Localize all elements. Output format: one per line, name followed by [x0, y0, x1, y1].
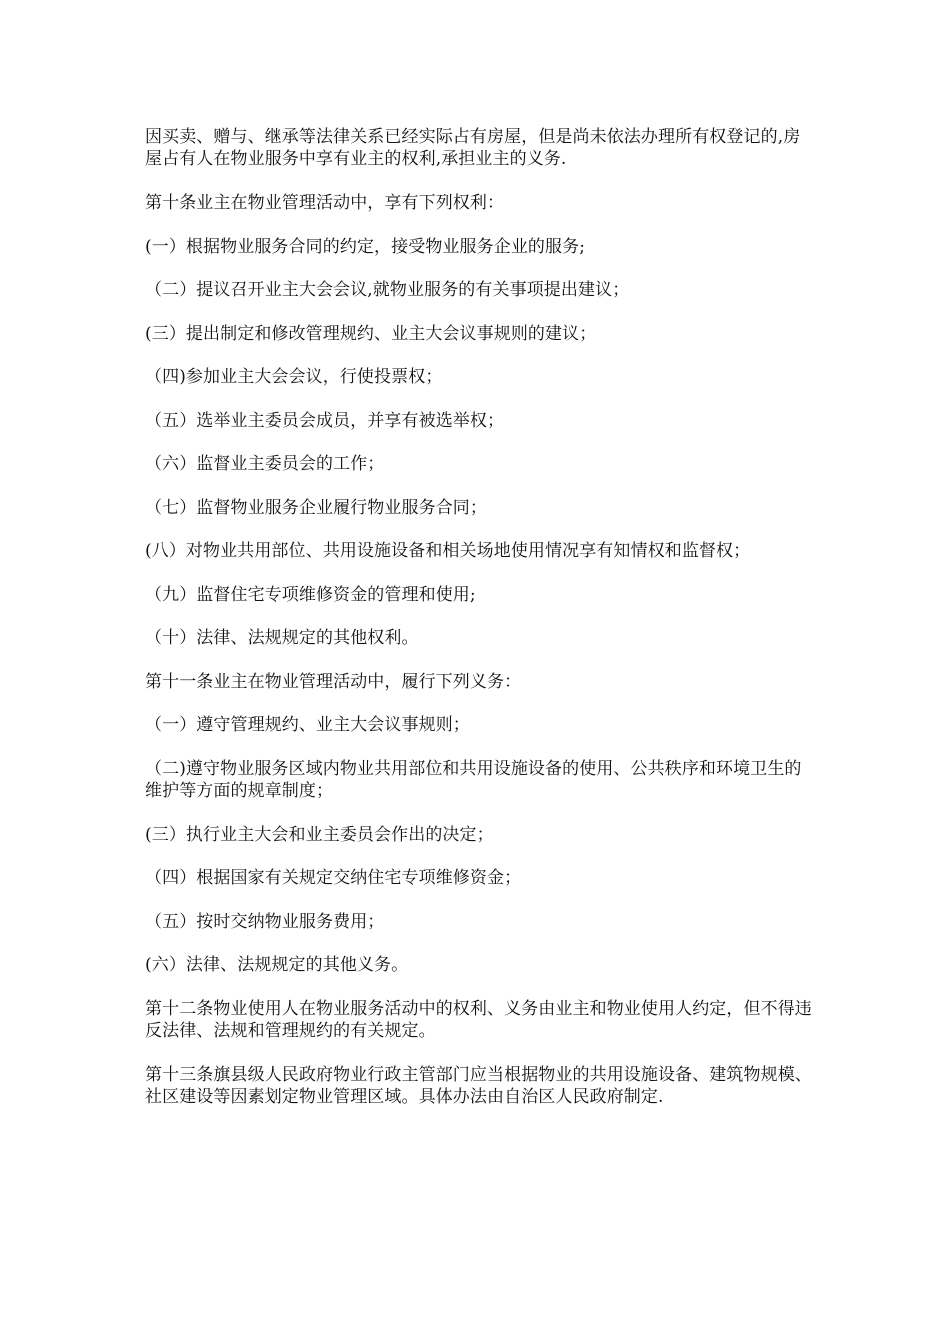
right-item-10: （十）法律、法规规定的其他权利。: [145, 628, 419, 648]
right-item-5: （五）选举业主委员会成员，并享有被选举权；: [145, 410, 505, 431]
article-11-heading: 第十一条业主在物业管理活动中，履行下列义务：: [145, 671, 522, 692]
duty-item-1: （一）遵守管理规约、业主大会议事规则；: [145, 715, 470, 735]
duty-item-4: （四）根据国家有关规定交纳住宅专项维修资金；: [145, 868, 522, 888]
document-body: [145, 126, 813, 1129]
right-item-3: (三）提出制定和修改管理规约、业主大会议事规则的建议；: [145, 323, 597, 344]
right-item-2: （二）提议召开业主大会会议,就物业服务的有关事项提出建议；: [145, 280, 630, 300]
duty-item-2: （二)遵守物业服务区域内物业共用部位和共用设施设备的使用、公共秩序和环境卫生的维护等方面的规章制度；: [145, 758, 802, 801]
right-item-4: （四)参加业主大会会议，行使投票权；: [145, 367, 443, 387]
article-12: 第十二条物业使用人在物业服务活动中的权利、义务由业主和物业使用人约定，但不得违反法律、法规和管理规约的有关规定。: [145, 998, 812, 1041]
article-13: 第十三条旗县级人民政府物业行政主管部门应当根据物业的共用设施设备、建筑物规模、社区建设等因素划定物业管理区域。具体办法由自治区人民政府制定.: [145, 1064, 812, 1107]
right-item-1: (一）根据物业服务合同的约定，接受物业服务企业的服务;: [145, 236, 586, 257]
duty-item-6: (六）法律、法规规定的其他义务。: [145, 955, 409, 975]
duty-item-3: (三）执行业主大会和业主委员会作出的决定；: [145, 824, 494, 845]
right-item-9: （九）监督住宅专项维修资金的管理和使用;: [145, 584, 476, 605]
article-10-heading: 第十条业主在物业管理活动中，享有下列权利：: [145, 193, 505, 213]
duty-item-5: （五）按时交纳物业服务费用；: [145, 911, 385, 932]
right-item-8: (八）对物业共用部位、共用设施设备和相关场地使用情况享有知情权和监督权；: [145, 541, 751, 561]
right-item-7: （七）监督物业服务企业履行物业服务合同；: [145, 497, 487, 518]
right-item-6: （六）监督业主委员会的工作；: [145, 454, 385, 474]
paragraph-occupant-rights: 因买卖、赠与、继承等法律关系已经实际占有房屋，但是尚未依法办理所有权登记的,房屋占有人在物业服务中享有业主的权利,承担业主的义务.: [145, 127, 801, 169]
